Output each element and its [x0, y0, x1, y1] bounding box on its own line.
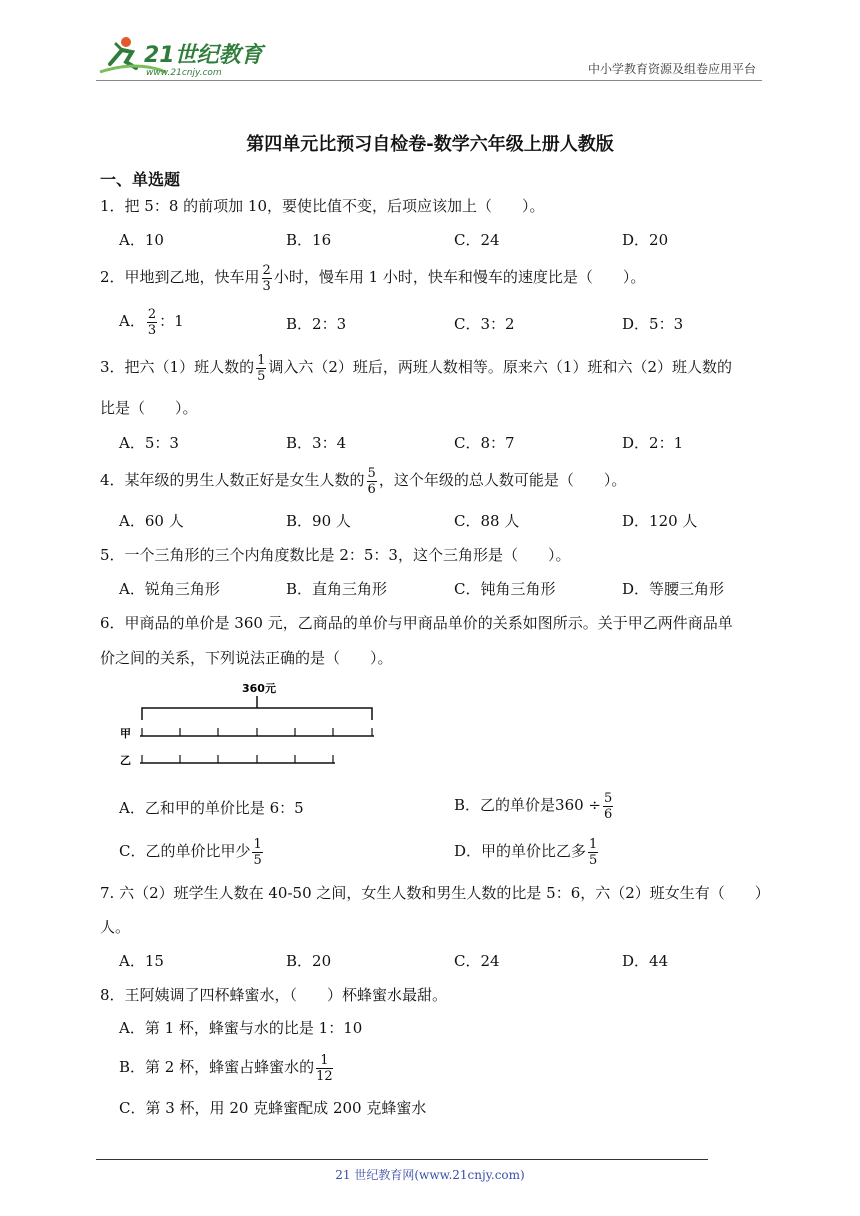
q3-option-a: A．5：3 — [119, 434, 179, 452]
page-title: 第四单元比预习自检卷-数学六年级上册人教版 — [246, 134, 614, 155]
q5-option-b: B．直角三角形 — [286, 580, 388, 598]
q4-option-b: B．90 人 — [286, 512, 351, 530]
q2-option-b: B．2：3 — [286, 315, 347, 333]
q7-option-d: D．44 — [622, 952, 669, 970]
q4-option-d: D．120 人 — [622, 512, 698, 530]
q6-option-b: B．乙的单价是360 ÷ $\frac{5}{6}$ — [454, 790, 613, 822]
q8-option-a: A．第 1 杯，蜂蜜与水的比是 1：10 — [119, 1019, 363, 1037]
q4-option-c: C．88 人 — [454, 512, 520, 530]
q6-option-c: C．乙的单价比甲少 $\frac{1}{5}$ — [119, 836, 262, 868]
question-6: 6．甲商品的单价是 360 元，乙商品的单价与甲商品单价的关系如图所示。关于甲乙两件商品单 — [100, 614, 733, 632]
logo-url: www.21cnjy.com — [146, 68, 222, 78]
question-2: 2．甲地到乙地，快车用 $\frac{2}{3}$ 小时，慢车用 1 小时，快车和慢车的速度比是（ ）。 — [100, 262, 646, 294]
q7-option-c: C．24 — [454, 952, 500, 970]
question-3: 3．把六（1）班人数的 $\frac{1}{5}$ 调入六（2）班后，两班人数相等。原来六（1）班和六（2）班人数的 — [100, 352, 733, 384]
header-divider — [96, 80, 762, 81]
q6-option-a: A．乙和甲的单价比是 6：5 — [119, 799, 304, 817]
q3-option-d: D．2：1 — [622, 434, 684, 452]
question-8: 8．王阿姨调了四杯蜂蜜水，（ ）杯蜂蜜水最甜。 — [100, 986, 448, 1004]
q1-option-b: B．16 — [286, 231, 332, 249]
q6-option-d: D．甲的单价比乙多 $\frac{1}{5}$ — [454, 836, 598, 868]
footer-link[interactable]: 21 世纪教育网(www.21cnjy.com) — [335, 1168, 525, 1182]
q4-option-a: A．60 人 — [119, 512, 184, 530]
question-5: 5．一个三角形的三个内角度数比是 2：5：3，这个三角形是（ ）。 — [100, 546, 571, 564]
q5-option-c: C．钝角三角形 — [454, 580, 556, 598]
site-logo — [96, 34, 266, 80]
question-7-line-2: 人。 — [100, 918, 131, 936]
ratio-diagram — [118, 678, 380, 770]
footer-divider — [96, 1159, 708, 1160]
question-6-line-2: 价之间的关系，下列说法正确的是（ ）。 — [100, 649, 393, 667]
q1-option-d: D．20 — [622, 231, 669, 249]
q5-option-d: D．等腰三角形 — [622, 580, 725, 598]
q1-option-c: C．24 — [454, 231, 500, 249]
diagram-total-label: 360元 — [242, 682, 276, 695]
q2-option-d: D．5：3 — [622, 315, 684, 333]
site-tag: 中小学教育资源及组卷应用平台 — [587, 62, 756, 76]
question-3-line-2: 比是（ ）。 — [100, 399, 198, 417]
q8-option-b: B．第 2 杯，蜂蜜占蜂蜜水的 $\frac{1}{12}$ — [119, 1052, 333, 1084]
q7-option-a: A．15 — [119, 952, 164, 970]
question-7: 7. 六（2）班学生人数在 40-50 之间，女生人数和男生人数的比是 5：6，六（2）班女生有（ ） — [100, 884, 770, 902]
diagram-row-yi: 乙 — [120, 754, 131, 767]
section-heading: 一、单选题 — [100, 170, 181, 189]
q2-option-c: C．3：2 — [454, 315, 515, 333]
q1-option-a: A．10 — [119, 231, 164, 249]
question-4: 4．某年级的男生人数正好是女生人数的 $\frac{5}{6}$ ，这个年级的总人数可能是（ ）。 — [100, 465, 627, 497]
q3-option-c: C．8：7 — [454, 434, 515, 452]
q2-option-a: A． $\frac{2}{3}$ ：1 — [119, 306, 184, 338]
q7-option-b: B．20 — [286, 952, 332, 970]
logo-text: 21世纪教育 — [144, 43, 263, 68]
question-1: 1．把 5：8 的前项加 10，要使比值不变，后项应该加上（ ）。 — [100, 197, 545, 215]
q8-option-c: C．第 3 杯，用 20 克蜂蜜配成 200 克蜂蜜水 — [119, 1099, 427, 1117]
diagram-row-jia: 甲 — [120, 727, 131, 740]
fraction: $\frac{2}{3}$ — [262, 262, 271, 294]
q3-option-b: B．3：4 — [286, 434, 347, 452]
q5-option-a: A．锐角三角形 — [119, 580, 220, 598]
